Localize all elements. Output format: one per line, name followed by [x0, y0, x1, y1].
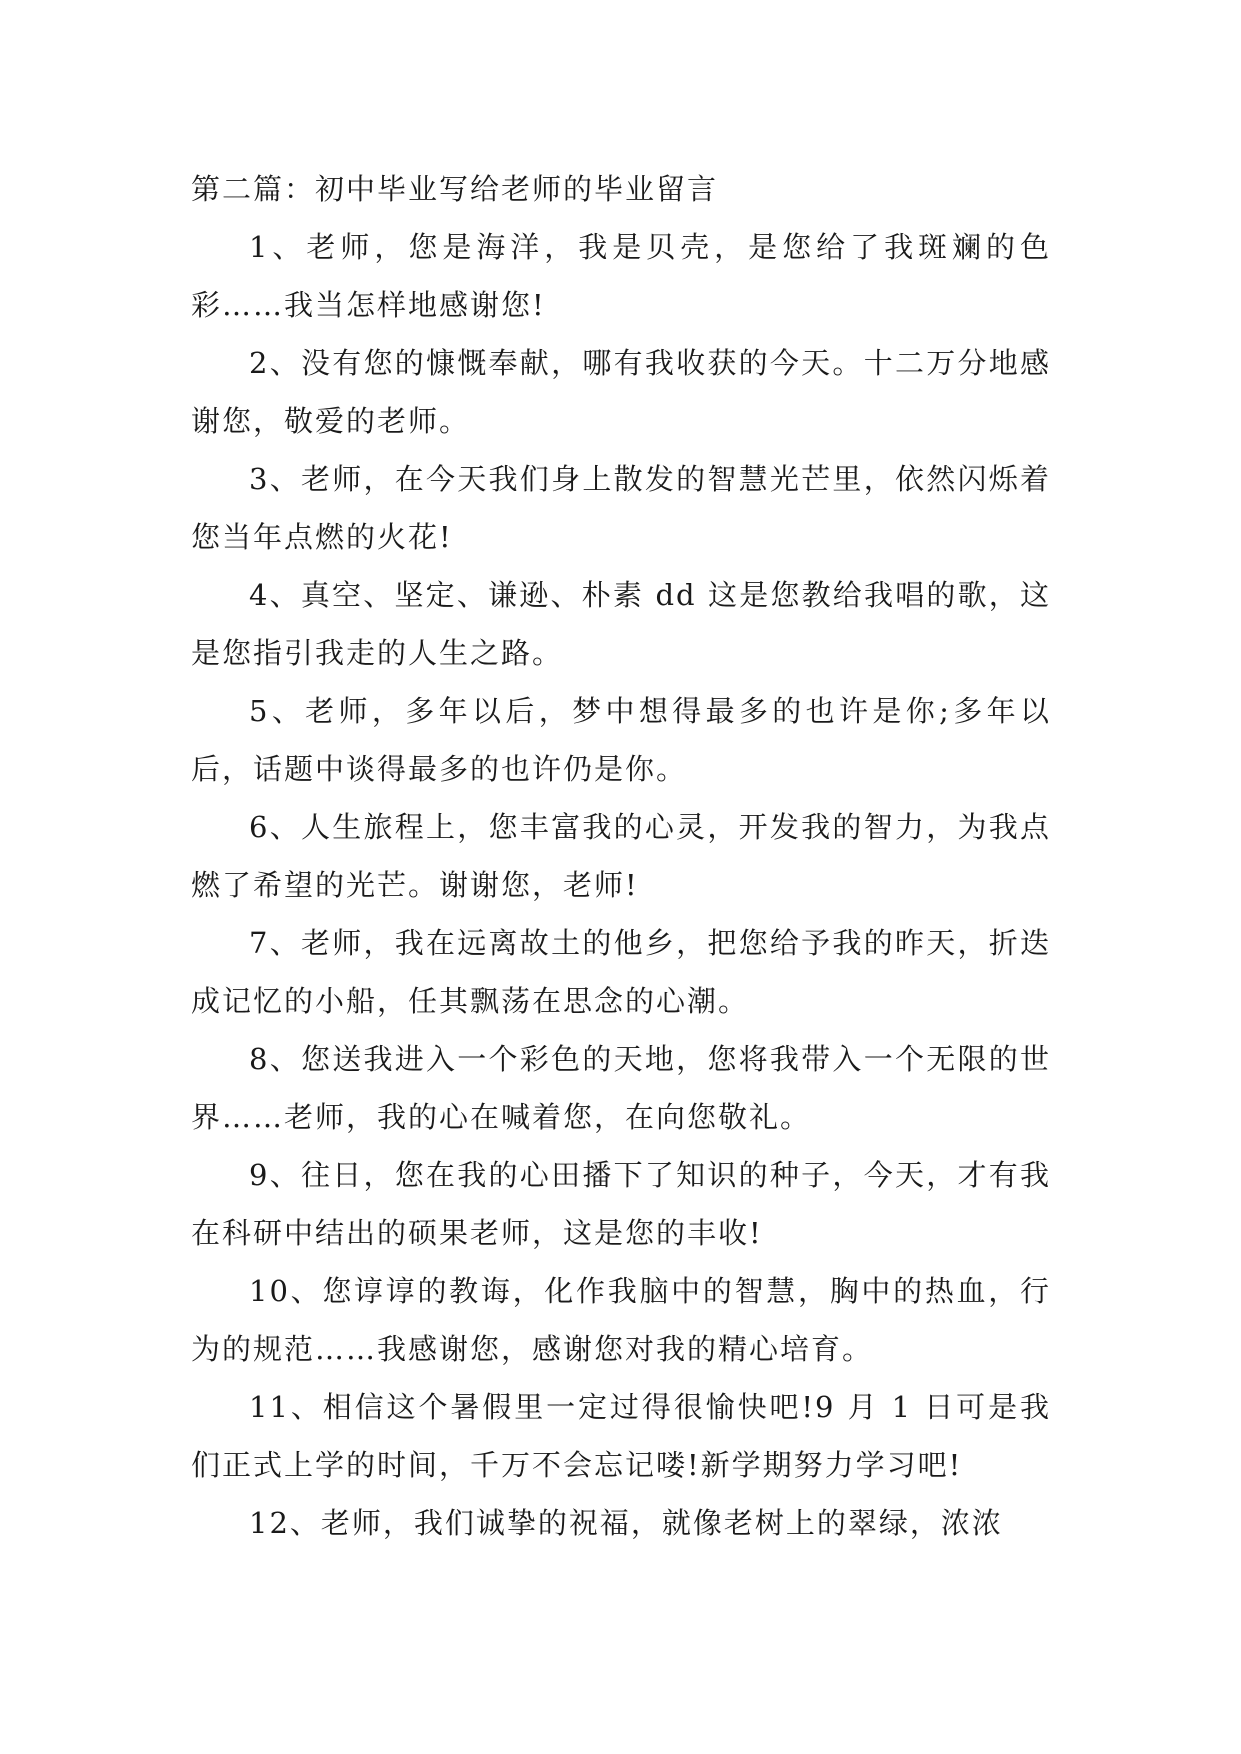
paragraph-9: 9、往日，您在我的心田播下了知识的种子，今天，才有我在科研中结出的硕果老师，这是您的丰收!: [191, 1158, 1051, 1250]
paragraph-7: 7、老师，我在远离故土的他乡，把您给予我的昨天，折迭成记忆的小船，任其飘荡在思念的心潮。: [191, 926, 1051, 1018]
paragraph-2: 2、没有您的慷慨奉献，哪有我收获的今天。十二万分地感谢您，敬爱的老师。: [191, 346, 1051, 438]
paragraph-11: 11、相信这个暑假里一定过得很愉快吧!9 月 1 日可是我们正式上学的时间，千万不会忘记喽!新学期努力学习吧!: [191, 1390, 1051, 1482]
paragraph-5: 5、老师，多年以后，梦中想得最多的也许是你;多年以后，话题中谈得最多的也许仍是你。: [191, 694, 1051, 786]
paragraph-1: 1、老师，您是海洋，我是贝壳，是您给了我斑斓的色彩……我当怎样地感谢您!: [191, 230, 1051, 322]
document-body: [191, 160, 1051, 1552]
paragraph-4: 4、真空、坚定、谦逊、朴素 dd 这是您教给我唱的歌，这是您指引我走的人生之路。: [191, 578, 1051, 670]
paragraph-10: 10、您谆谆的教诲，化作我脑中的智慧，胸中的热血，行为的规范……我感谢您，感谢您对我的精心培育。: [191, 1274, 1051, 1366]
paragraph-3: 3、老师，在今天我们身上散发的智慧光芒里，依然闪烁着您当年点燃的火花!: [191, 462, 1051, 554]
document-title: 第二篇：初中毕业写给老师的毕业留言: [191, 172, 719, 206]
paragraph-12: 12、老师，我们诚挚的祝福，就像老树上的翠绿，浓浓: [249, 1506, 1003, 1540]
paragraph-6: 6、人生旅程上，您丰富我的心灵，开发我的智力，为我点燃了希望的光芒。谢谢您，老师!: [191, 810, 1051, 902]
paragraph-8: 8、您送我进入一个彩色的天地，您将我带入一个无限的世界……老师，我的心在喊着您，在向您敬礼。: [191, 1042, 1051, 1134]
